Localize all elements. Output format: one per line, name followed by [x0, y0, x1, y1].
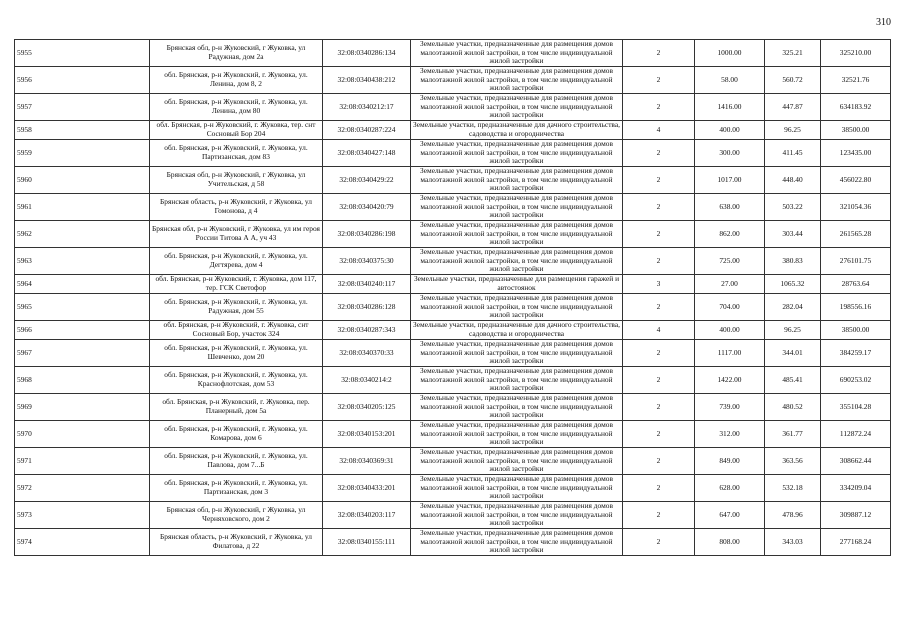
land-use-cell: Земельные участки, предназначенные для размещения домов малоэтажной жилой застройки, в том числе индивидуальной жилой застройки: [411, 67, 623, 94]
table-row: [15, 167, 891, 194]
specific-value-cell: 361.77: [765, 421, 821, 448]
address-cell: обл. Брянская, р-н Жуковский, г. Жуковка, ул. Краснофлотская, дом 53: [150, 367, 323, 394]
cadastral-value-cell: 456022.80: [821, 167, 891, 194]
group-cell: 2: [623, 221, 695, 248]
address-cell: обл. Брянская, р-н Жуковский, г. Жуковка, ул. Шевченко, дом 20: [150, 340, 323, 367]
cadastral-number-cell: 32:08:0340286:128: [323, 294, 411, 321]
group-cell: 2: [623, 140, 695, 167]
land-use-cell: Земельные участки, предназначенные для размещения гаражей и автостоянок: [411, 275, 623, 294]
address-cell: обл. Брянская, р-н Жуковский, г. Жуковка, ул. Партизанская, дом 3: [150, 475, 323, 502]
land-use-cell: Земельные участки, предназначенные для дачного строительства, садоводства и огородничества: [411, 121, 623, 140]
address-cell: обл. Брянская, р-н Жуковский, г. Жуковка, ул. Ленина, дом 80: [150, 94, 323, 121]
cadastral-number-cell: 32:08:0340286:134: [323, 40, 411, 67]
specific-value-cell: 363.56: [765, 448, 821, 475]
cadastral-value-cell: 277168.24: [821, 529, 891, 556]
row-number: 5958: [15, 121, 150, 140]
land-use-cell: Земельные участки, предназначенные для размещения домов малоэтажной жилой застройки, в том числе индивидуальной жилой застройки: [411, 140, 623, 167]
row-number: 5964: [15, 275, 150, 294]
land-use-cell: Земельные участки, предназначенные для размещения домов малоэтажной жилой застройки, в том числе индивидуальной жилой застройки: [411, 294, 623, 321]
address-cell: Брянская область, р-н Жуковский, г Жуковка, ул Гомонова, д 4: [150, 194, 323, 221]
address-cell: Брянская обл, р-н Жуковский, г Жуковка, ул Учительская, д 58: [150, 167, 323, 194]
address-cell: Брянская обл, р-н Жуковский, г Жуковка, ул Радужная, дом 2а: [150, 40, 323, 67]
row-number: 5973: [15, 502, 150, 529]
group-cell: 4: [623, 121, 695, 140]
table-row: [15, 321, 891, 340]
area-cell: 1416.00: [695, 94, 765, 121]
table-row: [15, 502, 891, 529]
area-cell: 300.00: [695, 140, 765, 167]
cadastral-value-cell: 38500.00: [821, 321, 891, 340]
specific-value-cell: 344.01: [765, 340, 821, 367]
area-cell: 808.00: [695, 529, 765, 556]
row-number: 5963: [15, 248, 150, 275]
area-cell: 849.00: [695, 448, 765, 475]
cadastral-number-cell: 32:08:0340370:33: [323, 340, 411, 367]
table-row: [15, 475, 891, 502]
specific-value-cell: 380.83: [765, 248, 821, 275]
specific-value-cell: 447.87: [765, 94, 821, 121]
area-cell: 312.00: [695, 421, 765, 448]
row-number: 5968: [15, 367, 150, 394]
table-row: [15, 221, 891, 248]
specific-value-cell: 480.52: [765, 394, 821, 421]
area-cell: 739.00: [695, 394, 765, 421]
specific-value-cell: 96.25: [765, 321, 821, 340]
area-cell: 725.00: [695, 248, 765, 275]
specific-value-cell: 343.03: [765, 529, 821, 556]
cadastral-number-cell: 32:08:0340433:201: [323, 475, 411, 502]
specific-value-cell: 448.40: [765, 167, 821, 194]
row-number: 5966: [15, 321, 150, 340]
specific-value-cell: 303.44: [765, 221, 821, 248]
cadastral-value-cell: 690253.02: [821, 367, 891, 394]
cadastral-value-cell: 308662.44: [821, 448, 891, 475]
cadastral-value-cell: 198556.16: [821, 294, 891, 321]
specific-value-cell: 485.41: [765, 367, 821, 394]
group-cell: 2: [623, 421, 695, 448]
table-row: [15, 394, 891, 421]
group-cell: 2: [623, 502, 695, 529]
cadastral-value-cell: 321054.36: [821, 194, 891, 221]
row-number: 5962: [15, 221, 150, 248]
group-cell: 2: [623, 529, 695, 556]
table-row: [15, 448, 891, 475]
row-number: 5965: [15, 294, 150, 321]
table-row: [15, 421, 891, 448]
row-number: 5956: [15, 67, 150, 94]
table-row: [15, 121, 891, 140]
cadastral-value-cell: 32521.76: [821, 67, 891, 94]
specific-value-cell: 560.72: [765, 67, 821, 94]
cadastral-value-cell: 334209.04: [821, 475, 891, 502]
group-cell: 2: [623, 475, 695, 502]
address-cell: Брянская обл, р-н Жуковский, г Жуковка, ул им героя России Титова А А, уч 43: [150, 221, 323, 248]
group-cell: 2: [623, 340, 695, 367]
address-cell: обл. Брянская, р-н Жуковский, г. Жуковка, пер. Планерный, дом 5а: [150, 394, 323, 421]
row-number: 5969: [15, 394, 150, 421]
row-number: 5955: [15, 40, 150, 67]
table-row: [15, 194, 891, 221]
cadastral-value-cell: 123435.00: [821, 140, 891, 167]
cadastral-value-cell: 325210.00: [821, 40, 891, 67]
cadastral-number-cell: 32:08:0340205:125: [323, 394, 411, 421]
row-number: 5971: [15, 448, 150, 475]
cadastral-value-cell: 38500.00: [821, 121, 891, 140]
table-row: [15, 294, 891, 321]
cadastral-number-cell: 32:08:0340287:224: [323, 121, 411, 140]
cadastral-value-cell: 261565.28: [821, 221, 891, 248]
area-cell: 1000.00: [695, 40, 765, 67]
cadastral-value-cell: 384259.17: [821, 340, 891, 367]
area-cell: 647.00: [695, 502, 765, 529]
table-row: [15, 367, 891, 394]
land-use-cell: Земельные участки, предназначенные для дачного строительства, садоводства и огородничества: [411, 321, 623, 340]
group-cell: 4: [623, 321, 695, 340]
cadastral-number-cell: 32:08:0340153:201: [323, 421, 411, 448]
cadastral-number-cell: 32:08:0340155:111: [323, 529, 411, 556]
cadastral-number-cell: 32:08:0340369:31: [323, 448, 411, 475]
table-row: [15, 140, 891, 167]
group-cell: 2: [623, 448, 695, 475]
cadastral-number-cell: 32:08:0340214:2: [323, 367, 411, 394]
row-number: 5957: [15, 94, 150, 121]
row-number: 5974: [15, 529, 150, 556]
address-cell: обл. Брянская, р-н Жуковский, г. Жуковка, ул. Дегтярева, дом 4: [150, 248, 323, 275]
area-cell: 1422.00: [695, 367, 765, 394]
row-number: 5960: [15, 167, 150, 194]
land-use-cell: Земельные участки, предназначенные для размещения домов малоэтажной жилой застройки, в том числе индивидуальной жилой застройки: [411, 367, 623, 394]
table-row: [15, 67, 891, 94]
group-cell: 2: [623, 367, 695, 394]
address-cell: обл. Брянская, р-н Жуковский, г. Жуковка, ул. Радужная, дом 55: [150, 294, 323, 321]
row-number: 5967: [15, 340, 150, 367]
address-cell: обл. Брянская, р-н Жуковский, г. Жуковка, ул. Павлова, дом 7...Б: [150, 448, 323, 475]
address-cell: обл. Брянская, р-н Жуковский, г. Жуковка, тер. снт Сосновый Бор 204: [150, 121, 323, 140]
cadastral-value-cell: 276101.75: [821, 248, 891, 275]
address-cell: обл. Брянская, р-н Жуковский, г. Жуковка, ул. Ленина, дом 8, 2: [150, 67, 323, 94]
area-cell: 1017.00: [695, 167, 765, 194]
area-cell: 58.00: [695, 67, 765, 94]
specific-value-cell: 532.18: [765, 475, 821, 502]
page-number: 310: [876, 17, 891, 28]
land-use-cell: Земельные участки, предназначенные для размещения домов малоэтажной жилой застройки, в том числе индивидуальной жилой застройки: [411, 221, 623, 248]
cadastral-number-cell: 32:08:0340240:117: [323, 275, 411, 294]
land-use-cell: Земельные участки, предназначенные для размещения домов малоэтажной жилой застройки, в том числе индивидуальной жилой застройки: [411, 248, 623, 275]
area-cell: 27.00: [695, 275, 765, 294]
cadastral-value-cell: 355104.28: [821, 394, 891, 421]
land-use-cell: Земельные участки, предназначенные для размещения домов малоэтажной жилой застройки, в том числе индивидуальной жилой застройки: [411, 167, 623, 194]
land-use-cell: Земельные участки, предназначенные для размещения домов малоэтажной жилой застройки, в том числе индивидуальной жилой застройки: [411, 475, 623, 502]
cadastral-number-cell: 32:08:0340420:79: [323, 194, 411, 221]
group-cell: 2: [623, 294, 695, 321]
cadastral-value-cell: 634183.92: [821, 94, 891, 121]
area-cell: 1117.00: [695, 340, 765, 367]
row-number: 5972: [15, 475, 150, 502]
group-cell: 2: [623, 194, 695, 221]
specific-value-cell: 478.96: [765, 502, 821, 529]
table-row: [15, 529, 891, 556]
specific-value-cell: 96.25: [765, 121, 821, 140]
row-number: 5961: [15, 194, 150, 221]
specific-value-cell: 282.04: [765, 294, 821, 321]
table-body: [15, 40, 891, 556]
group-cell: 2: [623, 167, 695, 194]
land-use-cell: Земельные участки, предназначенные для размещения домов малоэтажной жилой застройки, в том числе индивидуальной жилой застройки: [411, 502, 623, 529]
land-use-cell: Земельные участки, предназначенные для размещения домов малоэтажной жилой застройки, в том числе индивидуальной жилой застройки: [411, 40, 623, 67]
specific-value-cell: 325.21: [765, 40, 821, 67]
cadastral-value-cell: 112872.24: [821, 421, 891, 448]
table-row: [15, 248, 891, 275]
land-use-cell: Земельные участки, предназначенные для размещения домов малоэтажной жилой застройки, в том числе индивидуальной жилой застройки: [411, 194, 623, 221]
cadastral-value-cell: 28763.64: [821, 275, 891, 294]
table-row: [15, 340, 891, 367]
cadastral-number-cell: 32:08:0340429:22: [323, 167, 411, 194]
land-use-cell: Земельные участки, предназначенные для размещения домов малоэтажной жилой застройки, в том числе индивидуальной жилой застройки: [411, 340, 623, 367]
cadastral-number-cell: 32:08:0340287:343: [323, 321, 411, 340]
area-cell: 400.00: [695, 321, 765, 340]
address-cell: обл. Брянская, р-н Жуковский, г. Жуковка, ул. Комарова, дом 6: [150, 421, 323, 448]
land-use-cell: Земельные участки, предназначенные для размещения домов малоэтажной жилой застройки, в том числе индивидуальной жилой застройки: [411, 448, 623, 475]
area-cell: 638.00: [695, 194, 765, 221]
specific-value-cell: 411.45: [765, 140, 821, 167]
cadastral-value-cell: 309887.12: [821, 502, 891, 529]
group-cell: 2: [623, 40, 695, 67]
cadastral-value-table: [14, 39, 891, 556]
group-cell: 2: [623, 248, 695, 275]
group-cell: 2: [623, 394, 695, 421]
cadastral-number-cell: 32:08:0340212:17: [323, 94, 411, 121]
land-use-cell: Земельные участки, предназначенные для размещения домов малоэтажной жилой застройки, в том числе индивидуальной жилой застройки: [411, 394, 623, 421]
cadastral-number-cell: 32:08:0340438:212: [323, 67, 411, 94]
address-cell: Брянская обл, р-н Жуковский, г Жуковка, ул Черняховского, дом 2: [150, 502, 323, 529]
land-use-cell: Земельные участки, предназначенные для размещения домов малоэтажной жилой застройки, в том числе индивидуальной жилой застройки: [411, 94, 623, 121]
row-number: 5970: [15, 421, 150, 448]
cadastral-number-cell: 32:08:0340203:117: [323, 502, 411, 529]
group-cell: 3: [623, 275, 695, 294]
area-cell: 704.00: [695, 294, 765, 321]
table-row: [15, 94, 891, 121]
cadastral-number-cell: 32:08:0340286:198: [323, 221, 411, 248]
area-cell: 400.00: [695, 121, 765, 140]
address-cell: Брянская область, р-н Жуковский, г Жуковка, ул Филатова, д 22: [150, 529, 323, 556]
address-cell: обл. Брянская, р-н Жуковский, г. Жуковка, ул. Партизанская, дом 83: [150, 140, 323, 167]
address-cell: обл. Брянская, р-н Жуковский, г. Жуковка, снт Сосновый Бор, участок 324: [150, 321, 323, 340]
cadastral-number-cell: 32:08:0340427:148: [323, 140, 411, 167]
table-row: [15, 275, 891, 294]
cadastral-number-cell: 32:08:0340375:30: [323, 248, 411, 275]
row-number: 5959: [15, 140, 150, 167]
group-cell: 2: [623, 67, 695, 94]
address-cell: обл. Брянская, р-н Жуковский, г. Жуковка, дом 117, тер. ГСК Светофор: [150, 275, 323, 294]
specific-value-cell: 503.22: [765, 194, 821, 221]
area-cell: 862.00: [695, 221, 765, 248]
land-use-cell: Земельные участки, предназначенные для размещения домов малоэтажной жилой застройки, в том числе индивидуальной жилой застройки: [411, 529, 623, 556]
table-row: [15, 40, 891, 67]
area-cell: 628.00: [695, 475, 765, 502]
group-cell: 2: [623, 94, 695, 121]
land-use-cell: Земельные участки, предназначенные для размещения домов малоэтажной жилой застройки, в том числе индивидуальной жилой застройки: [411, 421, 623, 448]
specific-value-cell: 1065.32: [765, 275, 821, 294]
